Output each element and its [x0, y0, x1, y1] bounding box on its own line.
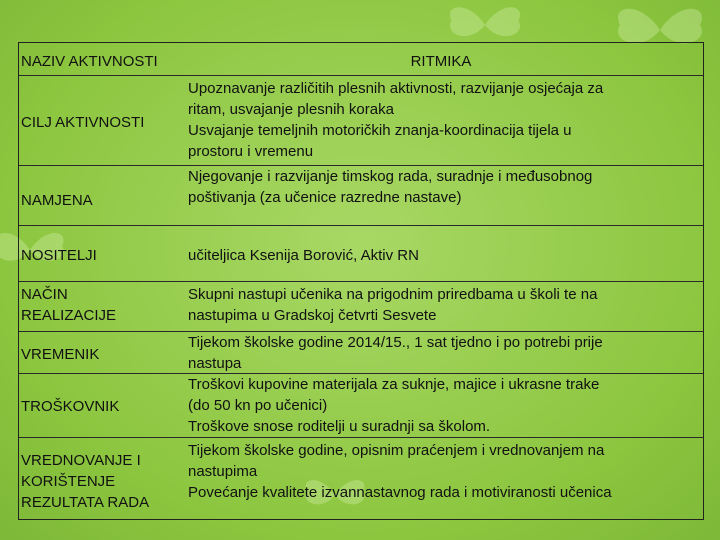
- text-line: Njegovanje i razvijanje timskog rada, suradnje i međusobnog: [188, 168, 593, 185]
- text-line: KORIŠTENJE: [21, 473, 116, 490]
- label-vremenik: VREMENIK: [21, 346, 100, 363]
- text-line: VREDNOVANJE I: [21, 452, 141, 469]
- text-line: (do 50 kn po učenici): [188, 397, 328, 414]
- text-line: Troškove snose roditelji u suradnji sa školom.: [188, 418, 491, 435]
- text-line: REZULTATA RADA: [21, 494, 150, 511]
- value-naziv-aktivnosti: RITMIKA: [410, 53, 472, 70]
- row-namjena: [19, 165, 703, 226]
- row-vremenik: [19, 331, 703, 374]
- text-line: Tijekom školske godine 2014/15., 1 sat tjedno i po potrebi prije: [188, 334, 603, 351]
- text-line: REALIZACIJE: [21, 307, 117, 324]
- row-nacin-realizacije: [19, 281, 703, 332]
- text-line: Tijekom školske godine, opisnim praćenjem i vrednovanjem na: [188, 442, 605, 459]
- value-vremenik: [188, 332, 702, 374]
- text-line: prostoru i vremenu: [188, 143, 314, 160]
- text-line: nastupima: [188, 463, 258, 480]
- text-line: nastupa: [188, 355, 242, 372]
- row-nositelji: [19, 225, 703, 282]
- value-nositelji: učiteljica Ksenija Borović, Aktiv RN: [188, 247, 419, 264]
- label-namjena: NAMJENA: [21, 192, 93, 209]
- text-line: NAČIN: [21, 286, 68, 303]
- text-line: Troškovi kupovine materijala za suknje, majice i ukrasne trake: [188, 376, 600, 393]
- text-line: Skupni nastupi učenika na prigodnim priredbama u školi te na: [188, 286, 598, 303]
- value-nacin-realizacije: [188, 284, 702, 326]
- text-line: poštivanja (za učenice razredne nastave): [188, 189, 462, 206]
- label-troskovnik: TROŠKOVNIK: [21, 398, 120, 415]
- text-line: nastupima u Gradskoj četvrti Sesvete: [188, 307, 437, 324]
- text-line: Povećanje kvalitete izvannastavnog rada i motiviranosti učenica: [188, 484, 612, 501]
- label-nacin-realizacije: [21, 284, 116, 326]
- text-line: ritam, usvajanje plesnih koraka: [188, 101, 394, 118]
- label-naziv-aktivnosti: NAZIV AKTIVNOSTI: [21, 53, 158, 70]
- row-troskovnik: [19, 373, 703, 438]
- text-line: Upoznavanje različitih plesnih aktivnosti, razvijanje osjećaja za: [188, 80, 604, 97]
- value-troskovnik: [188, 374, 702, 437]
- row-cilj: [19, 75, 703, 166]
- text-line: Usvajanje temeljnih motoričkih znanja-koordinacija tijela u: [188, 122, 572, 139]
- activity-table: [18, 42, 704, 520]
- label-cilj-aktivnosti: CILJ AKTIVNOSTI: [21, 114, 145, 131]
- label-vrednovanje: [21, 450, 149, 513]
- value-vrednovanje: [188, 440, 702, 503]
- value-namjena: [188, 166, 702, 208]
- row-naziv: [19, 43, 703, 75]
- row-vrednovanje: [19, 437, 703, 520]
- label-nositelji: NOSITELJI: [21, 247, 97, 264]
- value-cilj-aktivnosti: [188, 78, 702, 162]
